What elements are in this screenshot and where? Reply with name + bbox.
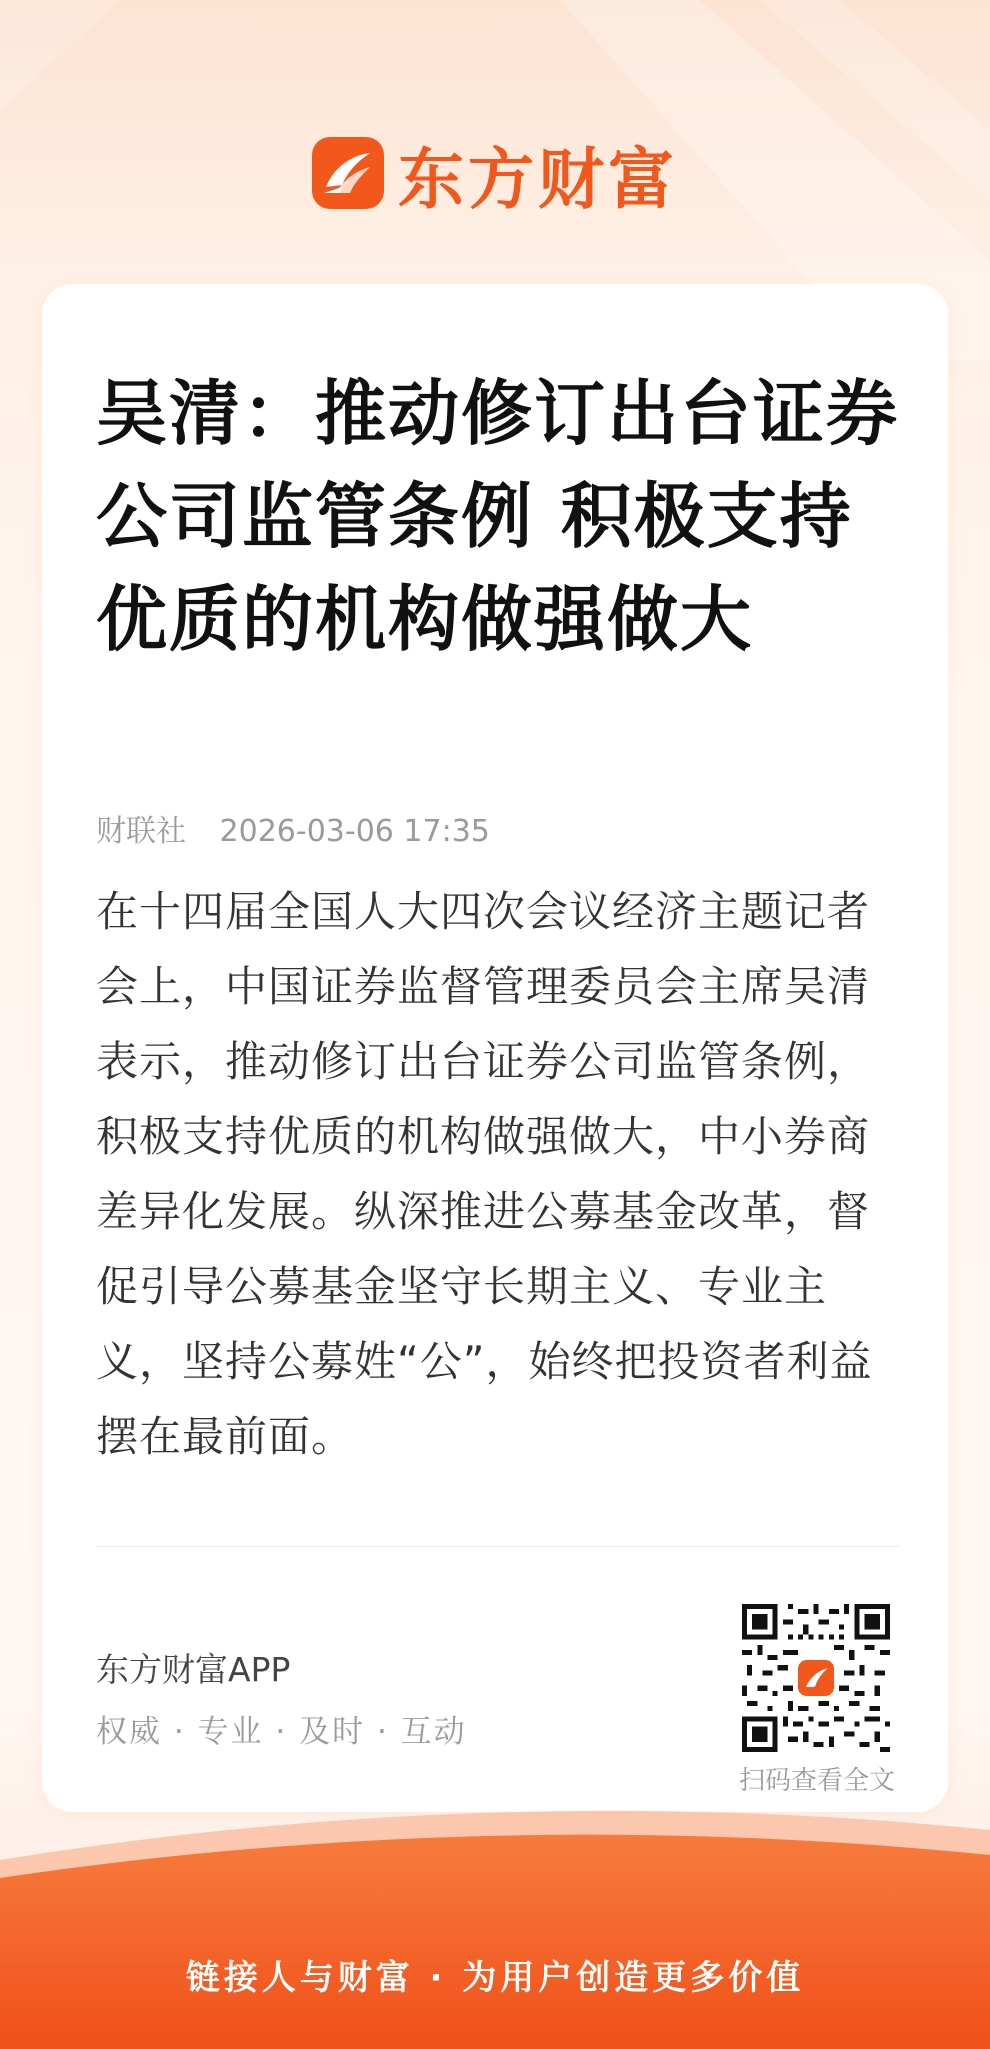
footer-background [0,1800,990,2049]
app-slogan: 权威 · 专业 · 及时 · 互动 [96,1714,467,1750]
app-name: 东方财富APP [96,1650,291,1689]
article-card [42,284,948,1812]
brand-logo-icon [312,137,384,209]
brand-name: 东方财富 [398,140,678,218]
footer-tagline: 链接人与财富 · 为用户创造更多价值 [185,1958,805,1998]
article-datetime: 2026-03-06 17:35 [219,814,490,849]
article-title: 吴清：推动修订出台证券公司监管条例 积极支持优质的机构做强做大 [96,371,900,661]
article-meta [96,806,490,850]
qr-code-icon[interactable] [742,1604,890,1752]
qr-caption: 扫码查看全文 [738,1766,895,1796]
article-source: 财联社 [96,814,186,849]
brand-header [0,128,990,218]
divider [96,1546,900,1547]
article-body: 在十四届全国人大四次会议经济主题记者会上，中国证券监督管理委员会主席吴清表示，推动修订出台证券公司监管条例，积极支持优质的机构做强做大，中小券商差异化发展。纵深推进公募基金改革，督促引导公募基金坚守长期主义、专业主义，坚持公募姓“公”，始终把投资者利益摆在最前面。 [96,887,873,1461]
